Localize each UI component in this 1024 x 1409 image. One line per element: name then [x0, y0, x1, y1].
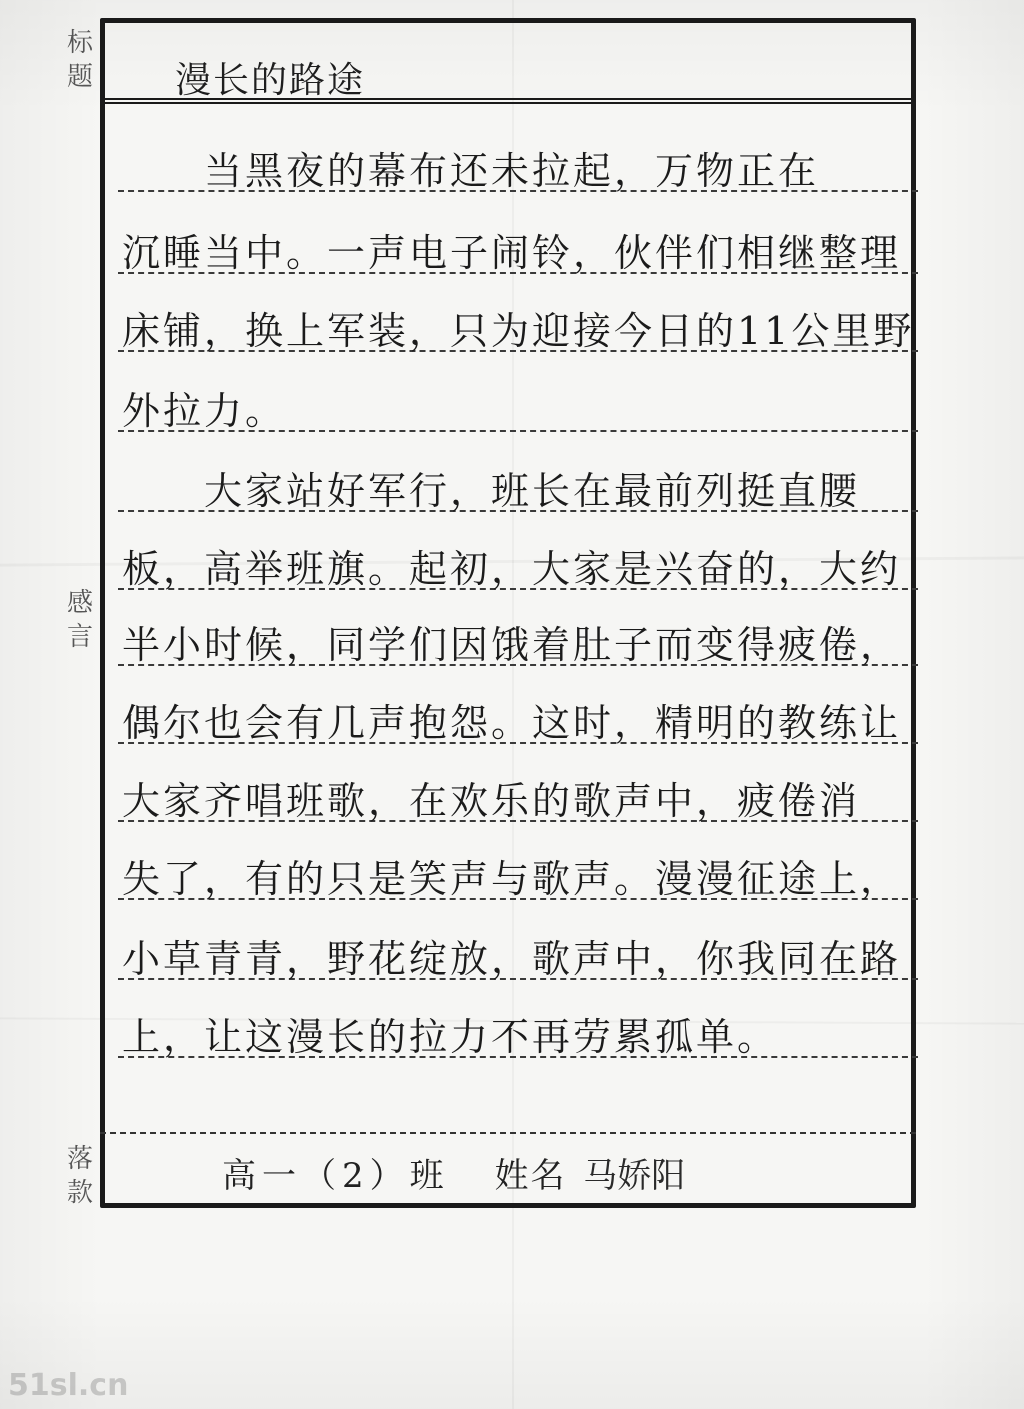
signature-row — [222, 1148, 685, 1197]
class-text: 高一（2）班 — [222, 1156, 450, 1196]
title-label-char-2: 题 — [66, 62, 93, 92]
body-line-10: 失了，有的只是笑声与歌声。漫漫征途上， — [122, 857, 902, 901]
body-line-5: 大家站好军行，班长在最前列挺直腰 — [122, 469, 861, 513]
signature-side-label — [60, 1142, 100, 1210]
body-line-11: 小草青青，野花绽放，歌声中，你我同在路 — [122, 937, 902, 981]
signature-label-char-2: 款 — [66, 1178, 93, 1208]
reflection-side-label — [60, 586, 100, 654]
body-line-12: 上，让这漫长的拉力不再劳累孤单。 — [122, 1015, 779, 1059]
body-line-4: 外拉力。 — [122, 389, 287, 433]
essay-title: 漫长的路途 — [175, 60, 366, 101]
reflection-label-char-1: 感 — [66, 588, 93, 618]
signature-label-char-1: 落 — [66, 1144, 93, 1174]
body-line-1: 当黑夜的幕布还未拉起，万物正在 — [122, 149, 820, 193]
footer-divider — [100, 1132, 916, 1134]
body-line-2: 沉睡当中。一声电子闹铃，伙伴们相继整理 — [122, 231, 902, 275]
title-side-label — [60, 26, 100, 94]
name-value: 马娇阳 — [583, 1156, 686, 1196]
body-line-6: 板，高举班旗。起初，大家是兴奋的，大约 — [122, 547, 902, 591]
site-watermark: 51sl.cn — [8, 1368, 129, 1403]
body-line-3: 床铺，换上军装，只为迎接今日的11公里野 — [122, 309, 915, 353]
title-label-char-1: 标 — [66, 28, 93, 58]
body-line-9: 大家齐唱班歌，在欢乐的歌声中，疲倦消 — [122, 779, 861, 823]
body-line-7: 半小时候，同学们因饿着肚子而变得疲倦， — [122, 623, 902, 667]
name-label: 姓名 — [494, 1156, 567, 1196]
body-line-8: 偶尔也会有几声抱怨。这时，精明的教练让 — [122, 701, 902, 745]
reflection-label-char-2: 言 — [66, 622, 93, 652]
